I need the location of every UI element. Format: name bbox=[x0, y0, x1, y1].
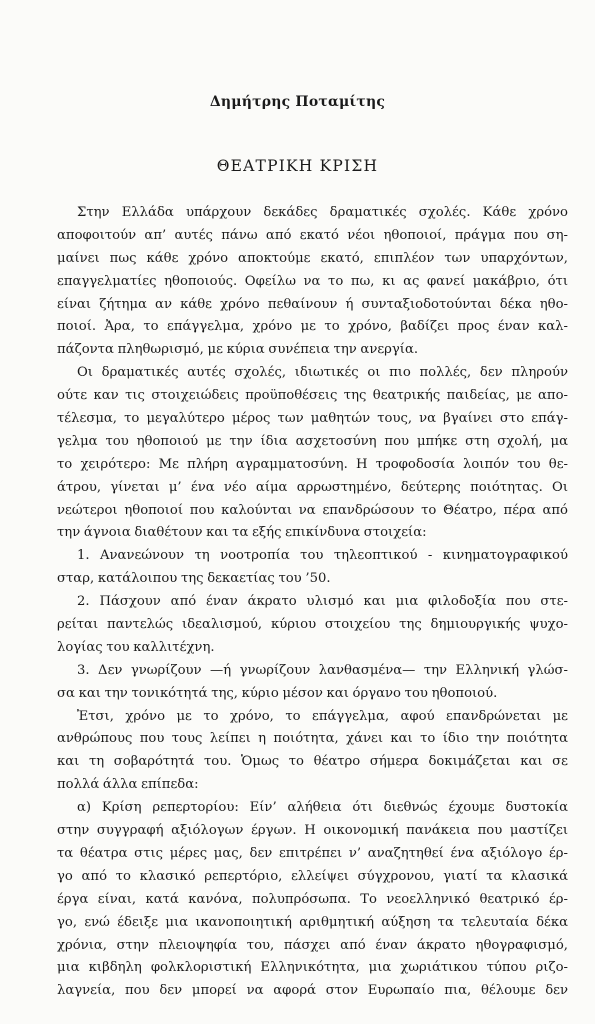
text-line: αποφοιτούν απ’ αυτές πάνω από εκατό νέοι ηθοποιοί, πράγμα που ση- bbox=[57, 227, 568, 243]
text-line: και τη σοβαρότητά του. Ὁμως το θέατρο σήμερα δοκιμάζεται και σε bbox=[57, 754, 568, 770]
text-line: είναι ζήτημα αν κάθε χρόνο πεθαίνουν ή συνταξιοδοτούνται δέκα ηθο- bbox=[57, 296, 568, 312]
text-line: τέλεσμα, το μεγαλύτερο μέρος των μαθητών τους, να βγαίνει στο επάγ- bbox=[57, 411, 568, 427]
text-line: Ἐτσι, χρόνο με το χρόνο, το επάγγελμα, αφού επανδρώνεται με bbox=[77, 708, 568, 724]
text-line: 3. Δεν γνωρίζουν —ή γνωρίζουν λανθασμένα— την Ελληνική γλώσ- bbox=[77, 662, 568, 678]
text-line: α) Κρίση ρεπερτορίου: Είν’ αλήθεια ότι διεθνώς έχουμε δυστοκία bbox=[77, 800, 568, 816]
text-line: το χειρότερο: Με πλήρη αγραμματοσύνη. Η τροφοδοσία λοιπόν του θε- bbox=[57, 456, 568, 472]
text-line: τα θέατρα στις μέρες μας, δεν επιτρέπει ν’ αναζητηθεί ένα αξιόλογο έρ- bbox=[57, 845, 568, 861]
text-line: νεώτεροι ηθοποιοί που καλούνται να επανδρώσουν το Θέατρο, πέρα από bbox=[57, 502, 568, 518]
text-line: άτρου, γίνεται μ’ ένα νέο αίμα αρρωστημένο, δεύτερης ποιότητας. Οι bbox=[57, 479, 568, 495]
text-line: γο, ενώ έδειξε μια ικανοποιητική αριθμητική αύξηση τα τελευταία δέκα bbox=[57, 914, 568, 930]
text-line: λογίας του καλλιτέχνη. bbox=[57, 639, 215, 655]
text-line: Στην Ελλάδα υπάρχουν δεκάδες δραματικές σχολές. Κάθε χρόνο bbox=[77, 205, 568, 220]
text-line: 2. Πάσχουν από έναν άκρατο υλισμό και μια φιλοδοξία που στε- bbox=[77, 594, 568, 610]
text-line: στην συγγραφή αξιόλογων έργων. Η οικονομική πανάκεια που μαστίζει bbox=[57, 823, 568, 839]
text-line: μια κιβδηλη φολκλοριστική Ελληνικότητα, μια χωριάτικου τύπου ριζο- bbox=[57, 960, 568, 976]
text-line: πάζοντα πληθωρισμό, με κύρια συνέπεια την ανεργία. bbox=[57, 342, 419, 358]
text-line: ποιοί. Ἀρα, το επάγγελμα, χρόνο με το χρόνο, βαδίζει προς έναν καλ- bbox=[57, 319, 568, 335]
article-title: ΘΕΑΤΡΙΚΗ ΚΡΙΣΗ bbox=[216, 157, 379, 175]
text-line: την άγνοια διαθέτουν και τα εξής επικίνδυνα στοιχεία: bbox=[57, 525, 427, 541]
text-line: έργα είναι, κατά κανόνα, πολυπρόσωπα. Το νεοελληνικό θεατρικό έρ- bbox=[57, 891, 568, 907]
text-line: πολλά άλλα επίπεδα: bbox=[57, 777, 199, 793]
text-line: χρόνια, στην πλειοψηφία του, πάσχει από έναν άκρατο ηθογραφισμό, bbox=[57, 937, 568, 953]
author-name: Δημήτρης Ποταμίτης bbox=[209, 94, 386, 110]
text-line: ούτε καν τις στοιχειώδεις προϋποθέσεις της θεατρικής παιδείας, με απο- bbox=[57, 388, 568, 404]
text-line: λαγνεία, που δεν μπορεί να αφορά στον Ευρωπαίο πια, θέλουμε δεν bbox=[57, 983, 568, 999]
text-line: Οι δραματικές αυτές σχολές, ιδιωτικές οι πιο πολλές, δεν πληρούν bbox=[77, 365, 568, 381]
text-line: σταρ, κατάλοιπου της δεκαετίας του ’50. bbox=[57, 571, 331, 587]
text-line: ανθρώπους που τους λείπει η ποιότητα, χάνει και το ίδιο την ποιότητα bbox=[57, 731, 568, 747]
text-line: σα και την τονικότητά της, κύριο μέσον και όργανο του ηθοποιού. bbox=[57, 685, 498, 701]
text-line: μαίνει πως κάθε χρόνο αποκτούμε εκατό, επιπλέον των υπαρχόντων, bbox=[57, 250, 568, 266]
body-text bbox=[57, 202, 568, 1003]
text-line: ρείται παντελώς ιδεαλισμού, κύριου στοιχείου της δημιουργικής ψυχο- bbox=[57, 617, 568, 633]
text-line: γο από το κλασικό ρεπερτόριο, ελλείψει σύγχρονου, γιατί τα κλασικά bbox=[57, 868, 568, 884]
text-line: 1. Ανανεώνουν τη νοοτροπία του τηλεοπτικού - κινηματογραφικού bbox=[77, 548, 568, 564]
text-line: γελμα του ηθοποιού με την ίδια ασχετοσύνη που μπήκε στη σχολή, μα bbox=[57, 433, 568, 449]
text-line: επαγγελματίες ηθοποιούς. Οφείλω να το πω, κι ας φανεί μακάβριο, ότι bbox=[57, 273, 568, 289]
